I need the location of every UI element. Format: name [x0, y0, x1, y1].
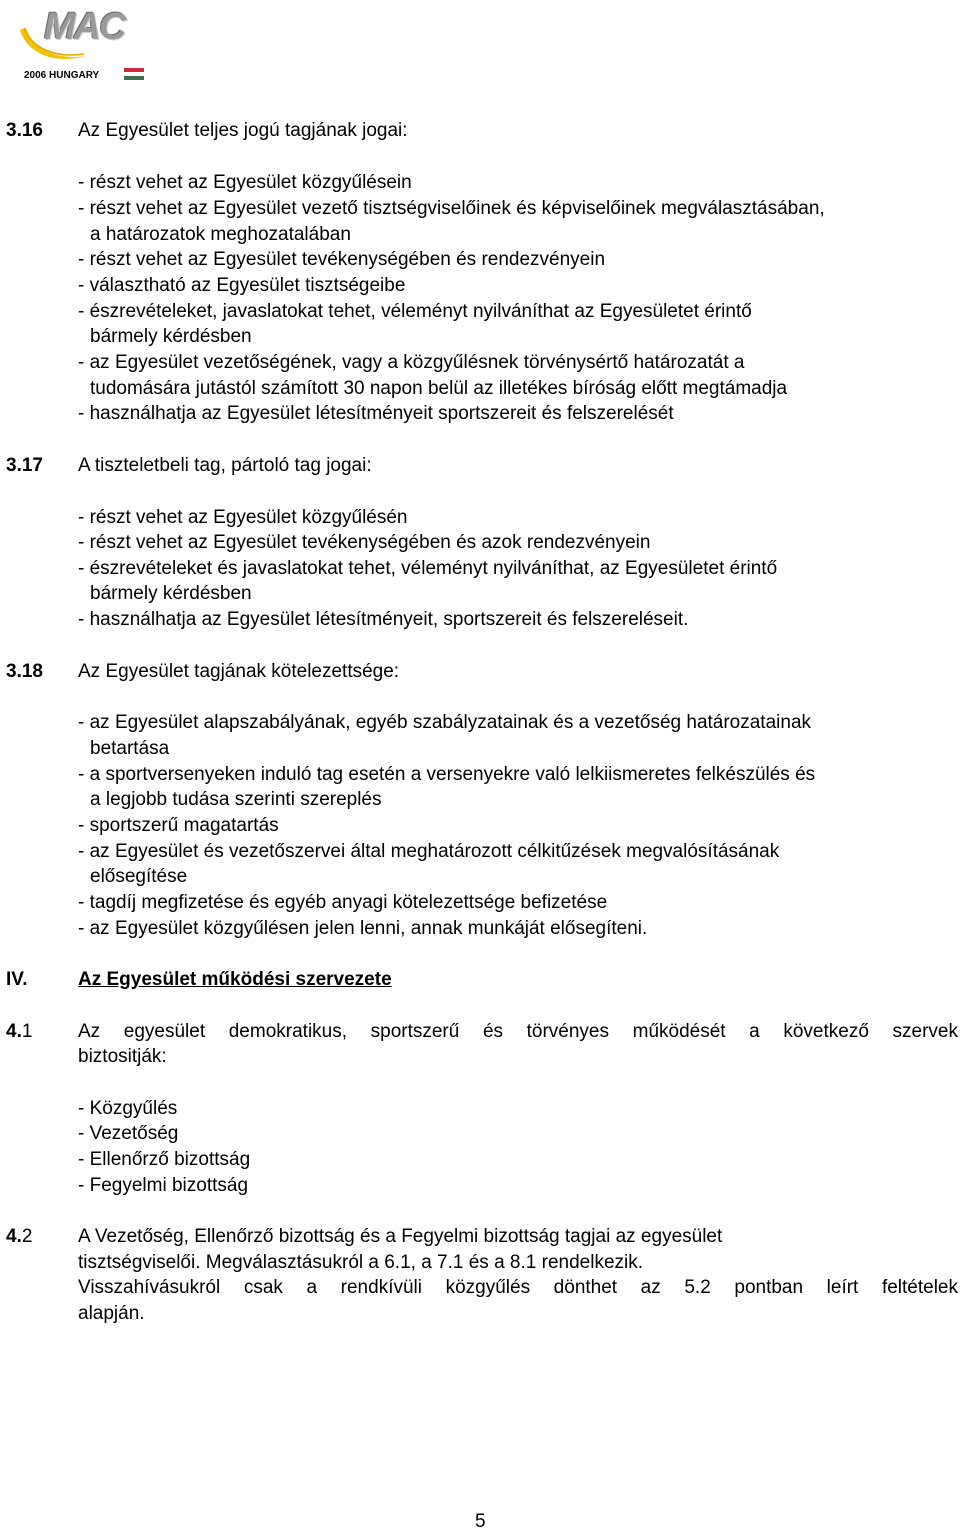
list-item: - az Egyesület és vezetőszervei által meghatározott célkitűzések megvalósításának [78, 841, 780, 862]
section-title: Az Egyesület teljes jogú tagjának jogai: [78, 120, 408, 141]
list-item: - Ellenőrző bizottság [78, 1149, 251, 1170]
list-item: - részt vehet az Egyesület közgyűlésén [78, 507, 408, 528]
page-number: 5 [475, 1511, 486, 1532]
section-number [6, 1226, 32, 1248]
chapter-number: IV. [6, 969, 28, 990]
logo-brand: MAC [44, 6, 125, 48]
section-number: 3.16 [6, 120, 43, 141]
section-number [6, 1021, 32, 1043]
list-item-continuation: a legjobb tudása szerinti szereplés [90, 789, 382, 810]
paragraph-line: biztositják: [78, 1046, 167, 1067]
list-item: - Közgyűlés [78, 1098, 178, 1119]
section-number: 3.17 [6, 455, 43, 476]
list-item: - részt vehet az Egyesület tevékenységében és rendezvényein [78, 249, 606, 270]
section-number-minor: 2 [21, 1226, 33, 1247]
list-item: - tagdíj megfizetése és egyéb anyagi kötelezettsége befizetése [78, 892, 608, 913]
section-title: Az Egyesület tagjának kötelezettsége: [78, 661, 400, 682]
list-item: - használhatja az Egyesület létesítményeit sportszereit és felszerelését [78, 403, 674, 424]
mac-2006-hungary-logo [18, 4, 134, 84]
paragraph-line: Az egyesület demokratikus, sportszerű és törvényes működését a következő szervek [78, 1021, 958, 1042]
list-item: - részt vehet az Egyesület vezető tisztségviselőinek és képviselőinek megválasztásában, [78, 198, 825, 219]
chapter-title: Az Egyesület működési szervezete [78, 969, 392, 990]
list-item: - használhatja az Egyesület létesítményeit, sportszereit és felszereléseit. [78, 609, 689, 630]
logo-subtitle: 2006 HUNGARY [24, 70, 100, 81]
list-item-continuation: bármely kérdésben [90, 326, 252, 347]
list-item-continuation: a határozatok meghozatalában [90, 224, 351, 245]
list-item: - észrevételeket, javaslatokat tehet, véleményt nyilváníthat az Egyesületet érintő [78, 301, 752, 322]
hungary-flag-icon [124, 68, 144, 80]
list-item-continuation: elősegítése [90, 866, 188, 887]
paragraph-line: alapján. [78, 1303, 145, 1324]
list-item: - az Egyesület alapszabályának, egyéb szabályzatainak és a vezetőség határozatainak [78, 712, 812, 733]
list-item: - Fegyelmi bizottság [78, 1175, 249, 1196]
section-number-major: 4. [6, 1226, 22, 1247]
list-item: - a sportversenyeken induló tag esetén a versenyekre való lelkiismeretes felkészülés és [78, 764, 816, 785]
section-number-minor: 1 [21, 1021, 33, 1042]
paragraph-line: Visszahívásukról csak a rendkívüli közgyűlés dönthet az 5.2 pontban leírt feltételek [78, 1277, 958, 1298]
list-item: - az Egyesület vezetőségének, vagy a közgyűlésnek törvénysértő határozatát a [78, 352, 745, 373]
list-item-continuation: tudomására jutástól számított 30 napon belül az illetékes bíróság előtt megtámadja [90, 378, 788, 399]
list-item: - részt vehet az Egyesület tevékenységében és azok rendezvényein [78, 532, 651, 553]
list-item: - Vezetőség [78, 1123, 179, 1144]
list-item: - sportszerű magatartás [78, 815, 279, 836]
list-item: - választható az Egyesület tisztségeibe [78, 275, 406, 296]
list-item: - az Egyesület közgyűlésen jelen lenni, annak munkáját elősegíteni. [78, 918, 648, 939]
section-number: 3.18 [6, 661, 43, 682]
section-number-major: 4. [6, 1021, 22, 1042]
list-item-continuation: betartása [90, 738, 170, 759]
list-item: - részt vehet az Egyesület közgyűlésein [78, 172, 412, 193]
paragraph-line: tisztségviselői. Megválasztásukról a 6.1, a 7.1 és a 8.1 rendelkezik. [78, 1252, 644, 1273]
section-title: A tiszteletbeli tag, pártoló tag jogai: [78, 455, 372, 476]
list-item: - észrevételeket és javaslatokat tehet, véleményt nyilváníthat, az Egyesületet érintő [78, 558, 778, 579]
paragraph-line: A Vezetőség, Ellenőrző bizottság és a Fegyelmi bizottság tagjai az egyesület [78, 1226, 723, 1247]
list-item-continuation: bármely kérdésben [90, 583, 252, 604]
